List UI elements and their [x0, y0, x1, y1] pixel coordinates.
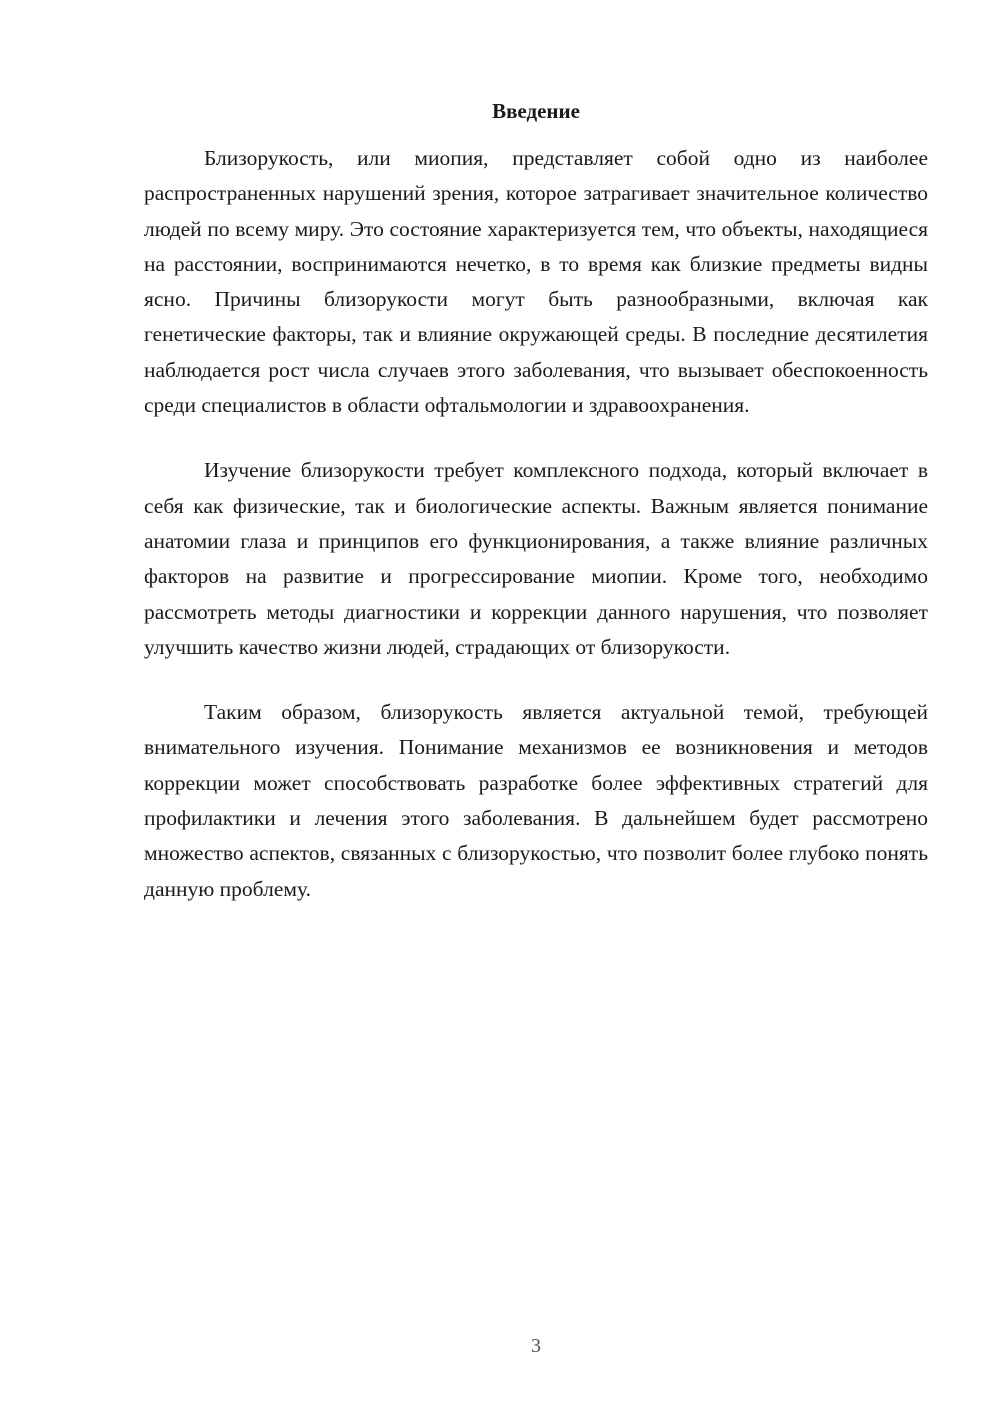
paragraph-2: Изучение близорукости требует комплексного подхода, который включает в себя как физические, так и биологические аспекты. Важным является понимание анатомии глаза и принципов его функционирования, а также влияние различных факторов на развитие и прогрессирование миопии. Кроме того, необходимо рассмотреть методы диагностики и коррекции данного нарушения, что позволяет улучшить качество жизни людей, страдающих от близорукости. — [144, 458, 928, 659]
paragraph-1: Близорукость, или миопия, представляет собой одно из наиболее распространенных нарушений зрения, которое затрагивает значительное количество людей по всему миру. Это состояние характеризуется тем, что объекты, находящиеся на расстоянии, воспринимаются нечетко, в то время как близкие предметы видны ясно. Причины близорукости могут быть разнообразными, включая как генетические факторы, так и влияние окружающей среды. В последние десятилетия наблюдается рост числа случаев этого заболевания, что вызывает обеспокоенность среди специалистов в области офтальмологии и здравоохранения. — [144, 146, 928, 418]
paragraph-3: Таким образом, близорукость является актуальной темой, требующей внимательного изучения. Понимание механизмов ее возникновения и методов коррекции может способствовать разработке более эффективных стратегий для профилактики и лечения этого заболевания. В дальнейшем будет рассмотрено множество аспектов, связанных с близорукостью, что позволит более глубоко понять данную проблему. — [144, 700, 928, 901]
page-title: Введение — [492, 99, 580, 123]
page-number: 3 — [531, 1335, 541, 1357]
body-text — [144, 141, 928, 937]
